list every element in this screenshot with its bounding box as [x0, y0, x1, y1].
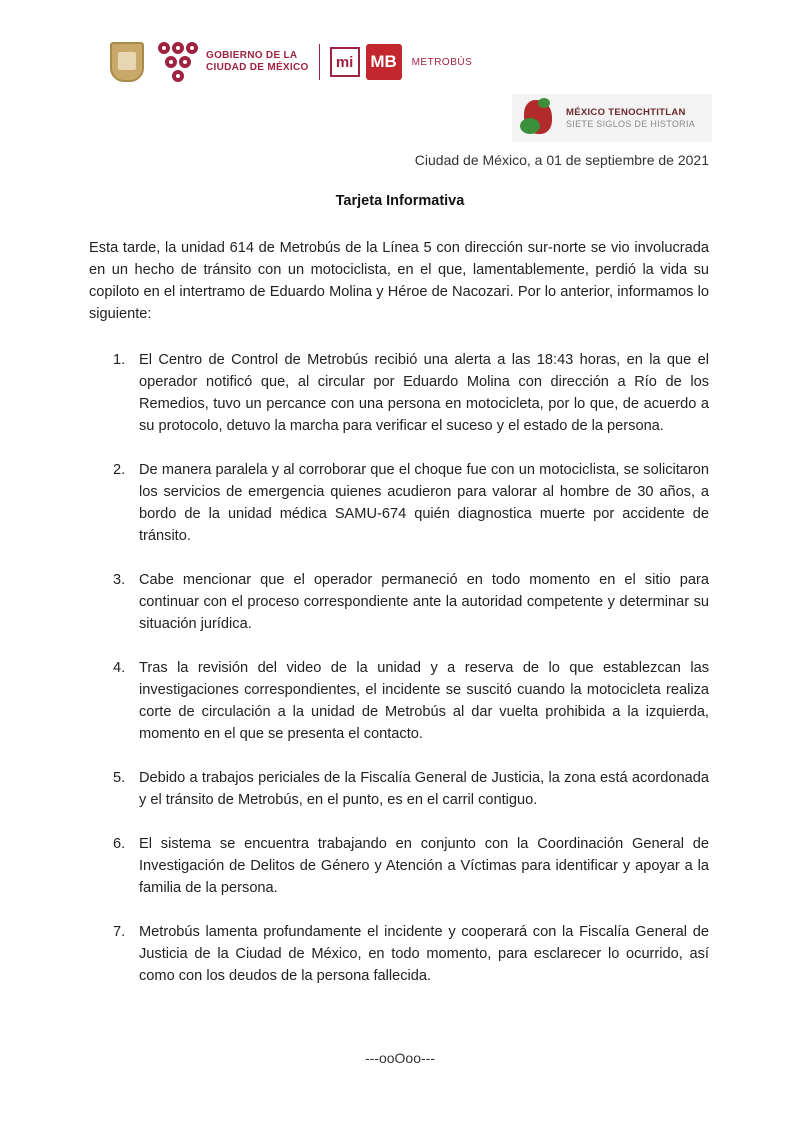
header-divider: [319, 44, 320, 80]
metrobus-label: METROBÚS: [411, 56, 473, 68]
document-title: Tarjeta Informativa: [335, 193, 465, 209]
list-item-number: 1.: [113, 352, 126, 368]
list-item-number: 6.: [113, 836, 126, 852]
cdmx-coat-of-arms-icon: [110, 42, 144, 82]
list-item-text: Cabe mencionar que el operador permaneció en todo momento en el sitio para continuar con el proceso correspondiente ante la autoridad competente y determinar su situación jurídica.: [139, 572, 709, 632]
list-item-text: Metrobús lamenta profundamente el incidente y cooperará con la Fiscalía General de Justicia de la Ciudad de México, en todo momento, para esclarecer lo ocurrido, así como con los deudos de la persona fallecida.: [139, 924, 709, 984]
tenochtitlan-badge: [512, 94, 712, 142]
document-date: Ciudad de México, a 01 de septiembre de 2021: [414, 152, 709, 168]
list-item-text: Debido a trabajos periciales de la Fiscalía General de Justicia, la zona está acordonada y el tránsito de Metrobús, en el punto, es en el carril contiguo.: [139, 770, 709, 808]
mi-logo-icon: mi: [330, 47, 360, 77]
letterhead: [110, 40, 472, 84]
list-item: [89, 349, 709, 437]
list-item: [89, 767, 709, 811]
cdmx-logo-icon: [158, 42, 198, 82]
badge-title: MÉXICO TENOCHTITLAN: [566, 107, 686, 118]
intro-paragraph: Esta tarde, la unidad 614 de Metrobús de la Línea 5 con dirección sur-norte se vio involucrada en un hecho de tránsito con un motociclista, en el que, lamentablemente, perdió la vida su copiloto en el intertramo de Eduardo Molina y Héroe de Nacozari. Por lo anterior, informamos lo siguiente:: [89, 240, 709, 322]
gov-line-1: GOBIERNO DE LA: [206, 50, 298, 61]
closing-mark: ---ooOoo---: [364, 1050, 435, 1066]
list-item-number: 4.: [113, 660, 126, 676]
list-item-number: 3.: [113, 572, 126, 588]
list-item: [89, 833, 709, 899]
list-item: [89, 657, 709, 745]
tenochtitlan-glyph-icon: [516, 96, 560, 140]
list-item-text: El sistema se encuentra trabajando en conjunto con la Coordinación General de Investigación de Delitos de Género y Atención a Víctimas para identificar y apoyar a la familia de la persona.: [139, 836, 709, 896]
government-name: [206, 50, 309, 74]
list-item: [89, 921, 709, 987]
numbered-list: [89, 349, 709, 987]
list-item-text: El Centro de Control de Metrobús recibió una alerta a las 18:43 horas, en la que el operador notificó que, al circular por Eduardo Molina con dirección a Río de los Remedios, tuvo un percance con una persona en motocicleta, por lo que, de acuerdo a su protocolo, detuvo la marcha para verificar el suceso y el estado de la persona.: [139, 352, 709, 434]
badge-subtitle: SIETE SIGLOS DE HISTORIA: [566, 119, 696, 129]
list-item-text: Tras la revisión del video de la unidad y a reserva de lo que establezcan las investigaciones correspondientes, el incidente se suscitó cuando la motocicleta realiza corte de circulación a la unidad de Metrobús al dar vuelta prohibida a la izquierda, momento en el que se presenta el contacto.: [139, 660, 709, 742]
metrobus-logo-icon: MB: [366, 44, 402, 80]
list-item-number: 2.: [113, 462, 126, 478]
list-item: [89, 569, 709, 635]
list-item-text: De manera paralela y al corroborar que el choque fue con un motociclista, se solicitaron los servicios de emergencia quienes acudieron para valorar al hombre de 30 años, a bordo de la unidad médica SAMU-674 quién diagnostica muerte por accidente de tránsito.: [139, 462, 709, 544]
list-item-number: 5.: [113, 770, 126, 786]
list-item-number: 7.: [113, 924, 126, 940]
list-item: [89, 459, 709, 547]
gov-line-2: CIUDAD DE MÉXICO: [206, 62, 309, 73]
